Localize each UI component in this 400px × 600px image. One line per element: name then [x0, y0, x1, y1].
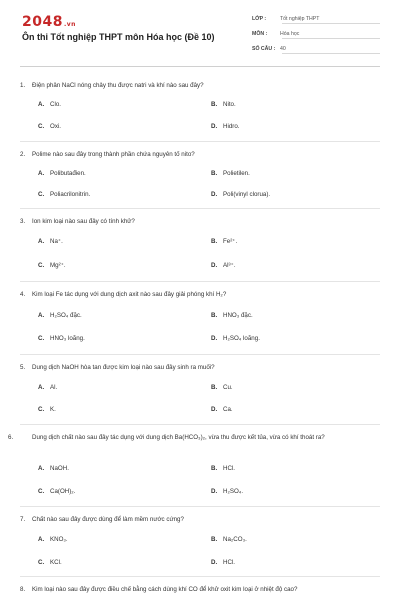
option-text: KNO₃.: [50, 536, 68, 543]
option-c[interactable]: [38, 262, 66, 269]
option-c[interactable]: [38, 191, 90, 198]
option-d[interactable]: [211, 123, 240, 130]
option-d[interactable]: [211, 559, 235, 566]
question-separator: [20, 281, 380, 282]
option-letter: D.: [211, 123, 218, 130]
option-letter: B.: [211, 170, 218, 177]
option-text: Hidro.: [223, 123, 240, 130]
option-text: Na₂CO₃.: [223, 536, 247, 543]
question-number: 2.: [20, 151, 26, 158]
option-letter: A.: [38, 384, 45, 391]
option-text: Cu.: [223, 384, 233, 391]
option-letter: B.: [211, 312, 218, 319]
option-letter: C.: [38, 191, 45, 198]
option-d[interactable]: [211, 191, 270, 198]
option-text: Clo.: [50, 101, 62, 108]
meta-count: [252, 46, 380, 52]
question-number: 3.: [20, 218, 26, 225]
option-letter: A.: [38, 536, 45, 543]
question-number: 5.: [20, 364, 26, 371]
option-d[interactable]: [211, 406, 233, 413]
option-text: H₂SO₄ loãng.: [223, 335, 260, 342]
option-letter: A.: [38, 465, 45, 472]
option-text: K.: [50, 406, 56, 413]
question-text: Ion kim loại nào sau đây có tính khử?: [32, 218, 135, 225]
option-text: Na⁺.: [50, 238, 63, 245]
option-text: Nito.: [223, 101, 236, 108]
option-c[interactable]: [38, 335, 85, 342]
question-text: Điện phân NaCl nóng chảy thu được natri và khí nào sau đây?: [32, 82, 204, 89]
question-5: [20, 362, 380, 373]
question-number: 4.: [20, 291, 26, 298]
option-letter: D.: [211, 262, 218, 269]
logo-text: 2048: [22, 14, 63, 30]
question-text: Chất nào sau đây được dùng để làm mềm nước cứng?: [32, 516, 184, 523]
option-text: Mg²⁺.: [50, 262, 66, 269]
question-separator: [20, 506, 380, 507]
meta-subject: [252, 31, 380, 37]
option-text: HCl.: [223, 559, 236, 566]
question-text: Dung dịch chất nào sau đây tác dụng với dung dịch Ba(HCO₃)₂, vừa thu được kết tủa, vừa có khí thoát ra?: [32, 434, 325, 441]
option-b[interactable]: [211, 170, 250, 177]
option-text: Fe²⁺.: [223, 238, 238, 245]
question-separator: [20, 424, 380, 425]
question-6: [8, 432, 380, 443]
question-text: Dung dịch NaOH hòa tan được kim loại nào sau đây sinh ra muối?: [32, 364, 215, 371]
option-b[interactable]: [211, 465, 235, 472]
option-a[interactable]: [38, 101, 61, 108]
option-text: Al.: [50, 384, 58, 391]
question-7: [20, 514, 380, 525]
option-letter: D.: [211, 488, 218, 495]
exam-title: Ôn thi Tốt nghiệp THPT môn Hóa học (Đề 10): [22, 32, 215, 42]
logo-suffix: .vn: [63, 21, 76, 28]
meta-class-label: LỚP :: [252, 16, 267, 22]
question-number: 8.: [20, 586, 26, 593]
question-text: Polime nào sau đây trong thành phần chứa nguyên tố nito?: [32, 151, 195, 158]
option-text: HNO₃ đặc.: [223, 312, 253, 319]
question-separator: [20, 208, 380, 209]
meta-class-value: Tốt nghiệp THPT: [280, 16, 320, 22]
option-a[interactable]: [38, 536, 68, 543]
option-text: Al³⁺.: [223, 262, 236, 269]
meta-subject-label: MÔN :: [252, 31, 268, 37]
question-8: [20, 584, 380, 595]
option-letter: C.: [38, 262, 45, 269]
option-text: Oxi.: [50, 123, 62, 130]
question-separator: [20, 354, 380, 355]
option-text: HNO₃ loãng.: [50, 335, 85, 342]
option-text: KCl.: [50, 559, 62, 566]
option-a[interactable]: [38, 238, 63, 245]
option-letter: A.: [38, 238, 45, 245]
option-letter: D.: [211, 406, 218, 413]
option-text: H₂SO₄.: [223, 488, 244, 495]
option-c[interactable]: [38, 406, 56, 413]
meta-subject-value: Hóa học: [280, 31, 300, 37]
option-letter: A.: [38, 312, 45, 319]
option-d[interactable]: [211, 488, 243, 495]
option-text: HCl.: [223, 465, 236, 472]
option-text: Ca(OH)₂.: [50, 488, 76, 495]
option-letter: A.: [38, 101, 45, 108]
option-b[interactable]: [211, 101, 236, 108]
option-letter: D.: [211, 191, 218, 198]
option-text: Poli(vinyl clorua).: [223, 191, 271, 198]
option-a[interactable]: [38, 384, 57, 391]
option-d[interactable]: [211, 262, 236, 269]
meta-count-label: SỐ CÂU :: [252, 46, 276, 52]
option-letter: A.: [38, 170, 45, 177]
meta-class: [252, 16, 380, 22]
option-c[interactable]: [38, 123, 61, 130]
question-3: [20, 216, 380, 227]
option-b[interactable]: [211, 238, 237, 245]
option-letter: D.: [211, 559, 218, 566]
question-number: 1.: [20, 82, 26, 89]
option-text: Ca.: [223, 406, 233, 413]
option-letter: C.: [38, 335, 45, 342]
option-letter: D.: [211, 335, 218, 342]
question-2: [20, 149, 380, 160]
question-number: 6.: [8, 434, 14, 441]
option-text: H₂SO₄ đặc.: [50, 312, 82, 319]
option-letter: B.: [211, 384, 218, 391]
option-text: Polibutađien.: [50, 170, 86, 177]
site-logo[interactable]: [22, 14, 76, 30]
option-letter: B.: [211, 536, 218, 543]
option-letter: C.: [38, 559, 45, 566]
option-c[interactable]: [38, 488, 75, 495]
question-text: Kim loại nào sau đây được điều chế bằng cách dùng khí CO để khử oxit kim loại ở nhiệt độ cao?: [32, 586, 298, 593]
option-b[interactable]: [211, 312, 253, 319]
question-separator: [20, 141, 380, 142]
option-letter: B.: [211, 101, 218, 108]
meta-count-value: 40: [280, 46, 286, 52]
option-c[interactable]: [38, 559, 62, 566]
question-1: [20, 80, 380, 91]
header-divider: [20, 66, 380, 67]
question-4: [20, 289, 380, 300]
question-text: Kim loại Fe tác dụng với dung dịch axit nào sau đây giải phóng khí H₂?: [32, 291, 227, 298]
option-letter: C.: [38, 123, 45, 130]
option-text: Poliacrilonitrin.: [50, 191, 91, 198]
option-text: Polietilen.: [223, 170, 250, 177]
option-letter: C.: [38, 488, 45, 495]
question-separator: [20, 576, 380, 577]
option-letter: B.: [211, 238, 218, 245]
option-letter: B.: [211, 465, 218, 472]
option-b[interactable]: [211, 536, 247, 543]
option-b[interactable]: [211, 384, 233, 391]
option-a[interactable]: [38, 312, 82, 319]
option-a[interactable]: [38, 170, 86, 177]
exam-header: [0, 0, 400, 72]
option-a[interactable]: [38, 465, 69, 472]
question-number: 7.: [20, 516, 26, 523]
option-letter: C.: [38, 406, 45, 413]
option-text: NaOH.: [50, 465, 69, 472]
option-d[interactable]: [211, 335, 260, 342]
